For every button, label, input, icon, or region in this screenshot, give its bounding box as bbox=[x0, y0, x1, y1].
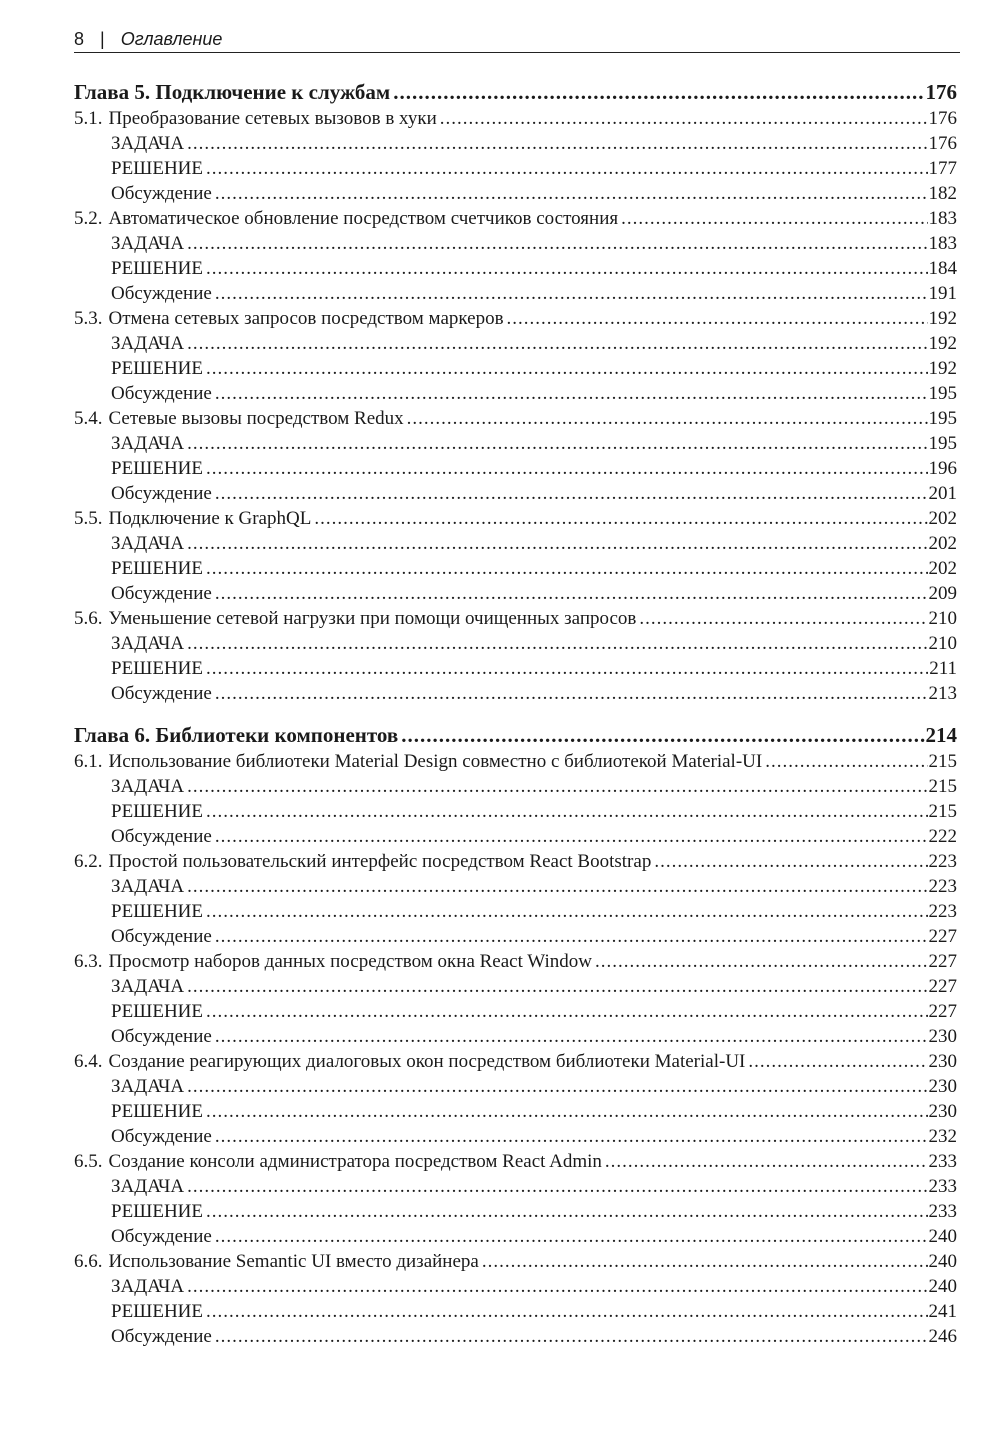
section-entry[interactable] bbox=[74, 106, 957, 131]
subsection-page: 223 bbox=[928, 876, 957, 897]
running-head bbox=[74, 27, 960, 53]
section-number: 6.2. bbox=[74, 851, 103, 872]
subsection-page: 211 bbox=[929, 658, 957, 679]
section-number: 5.5. bbox=[74, 508, 103, 529]
section-entry[interactable] bbox=[74, 606, 957, 631]
subsection-entry[interactable] bbox=[74, 1174, 957, 1199]
subsection-page: 202 bbox=[928, 533, 957, 554]
subsection-entry[interactable] bbox=[74, 456, 957, 481]
section-title: Сетевые вызовы посредством Redux bbox=[108, 408, 404, 429]
dot-leader bbox=[215, 581, 928, 606]
subsection-page: 202 bbox=[928, 558, 957, 579]
dot-leader bbox=[187, 874, 927, 899]
dot-leader bbox=[639, 606, 927, 631]
section-number: 6.6. bbox=[74, 1251, 103, 1272]
subsection-title: РЕШЕНИЕ bbox=[111, 1101, 203, 1122]
subsection-title: Обсуждение bbox=[111, 1126, 212, 1147]
section-title: Отмена сетевых запросов посредством маркеров bbox=[108, 308, 504, 329]
subsection-entry[interactable] bbox=[74, 999, 957, 1024]
subsection-title: ЗАДАЧА bbox=[111, 633, 185, 654]
dot-leader bbox=[187, 131, 927, 156]
dot-leader bbox=[187, 231, 927, 256]
section-page: 227 bbox=[928, 951, 957, 972]
subsection-title: Обсуждение bbox=[111, 183, 212, 204]
subsection-page: 227 bbox=[928, 976, 957, 997]
dot-leader bbox=[215, 1124, 928, 1149]
dot-leader bbox=[215, 681, 928, 706]
section-title: Просмотр наборов данных посредством окна React Window bbox=[108, 951, 592, 972]
subsection-page: 192 bbox=[928, 358, 957, 379]
section-page: 210 bbox=[928, 608, 957, 629]
dot-leader bbox=[215, 481, 928, 506]
subsection-title: Обсуждение bbox=[111, 926, 212, 947]
subsection-page: 232 bbox=[928, 1126, 957, 1147]
subsection-page: 240 bbox=[928, 1276, 957, 1297]
subsection-page: 241 bbox=[928, 1301, 957, 1322]
chapter-title: Глава 6. Библиотеки компонентов bbox=[74, 723, 399, 747]
subsection-page: 210 bbox=[928, 633, 957, 654]
subsection-page: 209 bbox=[928, 583, 957, 604]
dot-leader bbox=[206, 1099, 928, 1124]
subsection-entry[interactable] bbox=[74, 431, 957, 456]
subsection-title: РЕШЕНИЕ bbox=[111, 358, 203, 379]
chapter-page: 214 bbox=[925, 723, 957, 747]
subsection-page: 182 bbox=[928, 183, 957, 204]
subsection-title: Обсуждение bbox=[111, 826, 212, 847]
dot-leader bbox=[206, 256, 928, 281]
subsection-page: 222 bbox=[928, 826, 957, 847]
header-separator: | bbox=[100, 29, 105, 49]
subsection-entry[interactable] bbox=[74, 331, 957, 356]
dot-leader bbox=[206, 899, 928, 924]
subsection-page: 230 bbox=[928, 1101, 957, 1122]
subsection-entry[interactable] bbox=[74, 974, 957, 999]
section-entry[interactable] bbox=[74, 306, 957, 331]
dot-leader bbox=[595, 949, 928, 974]
dot-leader bbox=[187, 331, 927, 356]
dot-leader bbox=[215, 1024, 928, 1049]
subsection-entry[interactable] bbox=[74, 556, 957, 581]
section-entry[interactable] bbox=[74, 206, 957, 231]
section-entry[interactable] bbox=[74, 849, 957, 874]
subsection-entry[interactable] bbox=[74, 681, 957, 706]
dot-leader bbox=[215, 824, 928, 849]
dot-leader bbox=[440, 106, 928, 131]
section-entry[interactable] bbox=[74, 406, 957, 431]
dot-leader bbox=[206, 799, 928, 824]
subsection-entry[interactable] bbox=[74, 1074, 957, 1099]
subsection-title: Обсуждение bbox=[111, 383, 212, 404]
subsection-page: 201 bbox=[928, 483, 957, 504]
subsection-title: Обсуждение bbox=[111, 1326, 212, 1347]
section-title: Простой пользовательский интерфейс посредством React Bootstrap bbox=[108, 851, 652, 872]
subsection-title: ЗАДАЧА bbox=[111, 333, 185, 354]
header-rule bbox=[74, 52, 960, 53]
subsection-entry[interactable] bbox=[74, 181, 957, 206]
subsection-entry[interactable] bbox=[74, 531, 957, 556]
dot-leader bbox=[206, 999, 928, 1024]
subsection-entry[interactable] bbox=[74, 1224, 957, 1249]
dot-leader bbox=[187, 1174, 927, 1199]
subsection-title: Обсуждение bbox=[111, 483, 212, 504]
dot-leader bbox=[215, 381, 928, 406]
subsection-entry[interactable] bbox=[74, 1199, 957, 1224]
subsection-entry[interactable] bbox=[74, 1274, 957, 1299]
section-number: 5.1. bbox=[74, 108, 103, 129]
dot-leader bbox=[187, 1274, 927, 1299]
subsection-page: 184 bbox=[928, 258, 957, 279]
chapter-entry[interactable] bbox=[74, 722, 957, 749]
dot-leader bbox=[187, 531, 927, 556]
dot-leader bbox=[215, 1324, 928, 1349]
chapter-block bbox=[74, 79, 957, 706]
subsection-title: РЕШЕНИЕ bbox=[111, 458, 203, 479]
section-number: 6.4. bbox=[74, 1051, 103, 1072]
subsection-title: ЗАДАЧА bbox=[111, 776, 185, 797]
section-entry[interactable] bbox=[74, 1049, 957, 1074]
subsection-page: 177 bbox=[928, 158, 957, 179]
subsection-title: РЕШЕНИЕ bbox=[111, 1001, 203, 1022]
subsection-page: 233 bbox=[928, 1201, 957, 1222]
section-number: 5.3. bbox=[74, 308, 103, 329]
dot-leader bbox=[393, 79, 924, 106]
subsection-entry[interactable] bbox=[74, 256, 957, 281]
section-page: 183 bbox=[928, 208, 957, 229]
dot-leader bbox=[187, 774, 927, 799]
dot-leader bbox=[482, 1249, 928, 1274]
dot-leader bbox=[215, 181, 928, 206]
dot-leader bbox=[215, 281, 928, 306]
section-number: 5.6. bbox=[74, 608, 103, 629]
dot-leader bbox=[206, 356, 928, 381]
section-title: Использование библиотеки Material Design совместно с библиотекой Material-UI bbox=[108, 751, 763, 772]
subsection-entry[interactable] bbox=[74, 631, 957, 656]
subsection-page: 191 bbox=[928, 283, 957, 304]
dot-leader bbox=[621, 206, 927, 231]
section-page: 192 bbox=[928, 308, 957, 329]
subsection-title: Обсуждение bbox=[111, 283, 212, 304]
section-title: Автоматическое обновление посредством счетчиков состояния bbox=[108, 208, 619, 229]
section-page: 223 bbox=[928, 851, 957, 872]
subsection-title: РЕШЕНИЕ bbox=[111, 901, 203, 922]
subsection-title: РЕШЕНИЕ bbox=[111, 1301, 203, 1322]
subsection-entry[interactable] bbox=[74, 1299, 957, 1324]
dot-leader bbox=[187, 1074, 927, 1099]
subsection-title: Обсуждение bbox=[111, 683, 212, 704]
section-entry[interactable] bbox=[74, 506, 957, 531]
section-page: 176 bbox=[928, 108, 957, 129]
subsection-page: 215 bbox=[928, 801, 957, 822]
section-title: Подключение к GraphQL bbox=[108, 508, 312, 529]
dot-leader bbox=[206, 556, 928, 581]
subsection-entry[interactable] bbox=[74, 156, 957, 181]
subsection-title: РЕШЕНИЕ bbox=[111, 1201, 203, 1222]
section-number: 5.4. bbox=[74, 408, 103, 429]
section-entry[interactable] bbox=[74, 1149, 957, 1174]
dot-leader bbox=[215, 924, 928, 949]
section-entry[interactable] bbox=[74, 1249, 957, 1274]
subsection-page: 223 bbox=[928, 901, 957, 922]
subsection-entry[interactable] bbox=[74, 356, 957, 381]
section-number: 6.1. bbox=[74, 751, 103, 772]
section-title: Создание консоли администратора посредством React Admin bbox=[108, 1151, 602, 1172]
chapter-page: 176 bbox=[925, 80, 957, 104]
subsection-entry[interactable] bbox=[74, 924, 957, 949]
dot-leader bbox=[765, 749, 927, 774]
dot-leader bbox=[206, 1199, 928, 1224]
subsection-entry[interactable] bbox=[74, 481, 957, 506]
subsection-title: ЗАДАЧА bbox=[111, 1276, 185, 1297]
subsection-page: 230 bbox=[928, 1026, 957, 1047]
subsection-page: 192 bbox=[928, 333, 957, 354]
section-title: Преобразование сетевых вызовов в хуки bbox=[108, 108, 437, 129]
subsection-title: ЗАДАЧА bbox=[111, 1176, 185, 1197]
subsection-entry[interactable] bbox=[74, 774, 957, 799]
subsection-title: РЕШЕНИЕ bbox=[111, 658, 203, 679]
subsection-title: Обсуждение bbox=[111, 1226, 212, 1247]
subsection-page: 195 bbox=[928, 433, 957, 454]
subsection-page: 246 bbox=[928, 1326, 957, 1347]
subsection-page: 196 bbox=[928, 458, 957, 479]
section-number: 6.3. bbox=[74, 951, 103, 972]
dot-leader bbox=[206, 656, 928, 681]
subsection-page: 176 bbox=[928, 133, 957, 154]
section-number: 6.5. bbox=[74, 1151, 103, 1172]
subsection-entry[interactable] bbox=[74, 1099, 957, 1124]
dot-leader bbox=[215, 1224, 928, 1249]
subsection-page: 215 bbox=[928, 776, 957, 797]
subsection-page: 213 bbox=[928, 683, 957, 704]
dot-leader bbox=[206, 1299, 928, 1324]
subsection-entry[interactable] bbox=[74, 131, 957, 156]
dot-leader bbox=[187, 631, 927, 656]
subsection-title: ЗАДАЧА bbox=[111, 976, 185, 997]
section-page: 195 bbox=[928, 408, 957, 429]
subsection-title: РЕШЕНИЕ bbox=[111, 258, 203, 279]
dot-leader bbox=[187, 431, 927, 456]
section-page: 233 bbox=[928, 1151, 957, 1172]
subsection-entry[interactable] bbox=[74, 1124, 957, 1149]
section-page: 240 bbox=[928, 1251, 957, 1272]
page-number: 8 bbox=[74, 29, 85, 49]
dot-leader bbox=[748, 1049, 927, 1074]
subsection-page: 227 bbox=[928, 926, 957, 947]
chapter-block bbox=[74, 722, 957, 1349]
subsection-entry[interactable] bbox=[74, 581, 957, 606]
dot-leader bbox=[206, 156, 928, 181]
dot-leader bbox=[401, 722, 924, 749]
dot-leader bbox=[206, 456, 928, 481]
subsection-entry[interactable] bbox=[74, 231, 957, 256]
section-entry[interactable] bbox=[74, 749, 957, 774]
section-number: 5.2. bbox=[74, 208, 103, 229]
dot-leader bbox=[605, 1149, 928, 1174]
chapter-title: Глава 5. Подключение к службам bbox=[74, 80, 391, 104]
dot-leader bbox=[314, 506, 927, 531]
table-of-contents bbox=[74, 79, 957, 1365]
subsection-title: Обсуждение bbox=[111, 583, 212, 604]
subsection-entry[interactable] bbox=[74, 1324, 957, 1349]
subsection-title: ЗАДАЧА bbox=[111, 1076, 185, 1097]
subsection-page: 233 bbox=[928, 1176, 957, 1197]
section-title: Использование Semantic UI вместо дизайнера bbox=[108, 1251, 479, 1272]
subsection-page: 183 bbox=[928, 233, 957, 254]
subsection-title: РЕШЕНИЕ bbox=[111, 558, 203, 579]
dot-leader bbox=[187, 974, 927, 999]
section-title: Создание реагирующих диалоговых окон посредством библиотеки Material-UI bbox=[108, 1051, 746, 1072]
section-entry[interactable] bbox=[74, 949, 957, 974]
section-page: 202 bbox=[928, 508, 957, 529]
dot-leader bbox=[507, 306, 928, 331]
subsection-entry[interactable] bbox=[74, 899, 957, 924]
subsection-entry[interactable] bbox=[74, 874, 957, 899]
dot-leader bbox=[407, 406, 928, 431]
subsection-title: ЗАДАЧА bbox=[111, 133, 185, 154]
section-title: Уменьшение сетевой нагрузки при помощи очищенных запросов bbox=[108, 608, 637, 629]
subsection-entry[interactable] bbox=[74, 799, 957, 824]
subsection-title: ЗАДАЧА bbox=[111, 533, 185, 554]
subsection-entry[interactable] bbox=[74, 381, 957, 406]
subsection-entry[interactable] bbox=[74, 281, 957, 306]
section-page: 230 bbox=[928, 1051, 957, 1072]
subsection-page: 240 bbox=[928, 1226, 957, 1247]
running-title: Оглавление bbox=[120, 29, 223, 49]
subsection-entry[interactable] bbox=[74, 824, 957, 849]
subsection-entry[interactable] bbox=[74, 656, 957, 681]
subsection-title: РЕШЕНИЕ bbox=[111, 801, 203, 822]
subsection-title: ЗАДАЧА bbox=[111, 433, 185, 454]
subsection-title: ЗАДАЧА bbox=[111, 876, 185, 897]
subsection-title: Обсуждение bbox=[111, 1026, 212, 1047]
section-page: 215 bbox=[928, 751, 957, 772]
subsection-page: 227 bbox=[928, 1001, 957, 1022]
chapter-entry[interactable] bbox=[74, 79, 957, 106]
subsection-title: РЕШЕНИЕ bbox=[111, 158, 203, 179]
subsection-entry[interactable] bbox=[74, 1024, 957, 1049]
dot-leader bbox=[654, 849, 927, 874]
subsection-title: ЗАДАЧА bbox=[111, 233, 185, 254]
subsection-page: 230 bbox=[928, 1076, 957, 1097]
subsection-page: 195 bbox=[928, 383, 957, 404]
